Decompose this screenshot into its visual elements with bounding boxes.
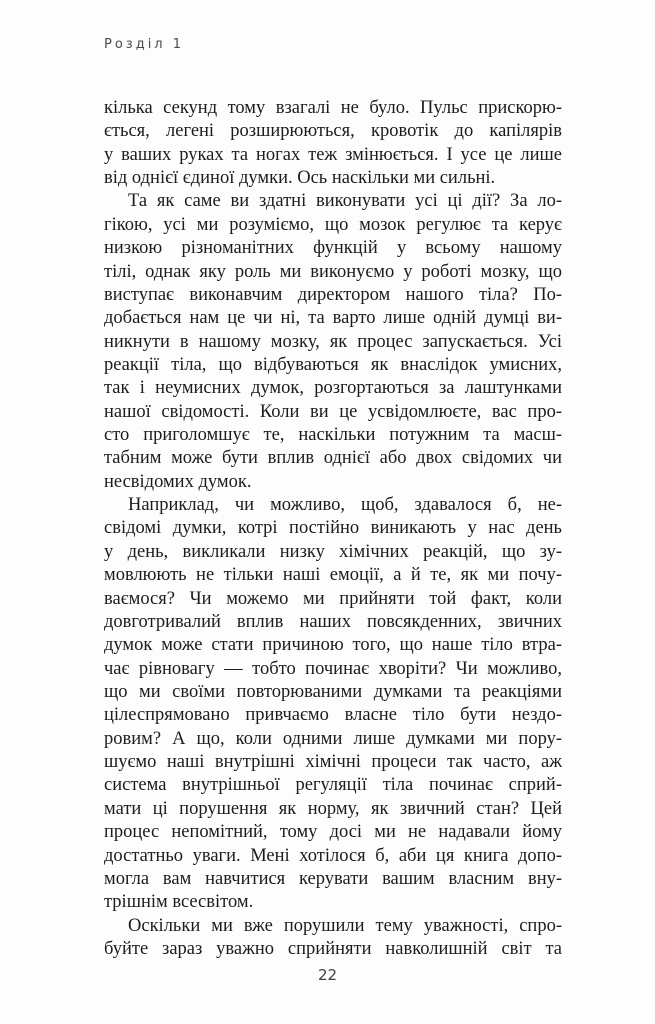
page-number: 22 [317, 966, 338, 984]
text-line: думок може стати причиною того, що наше тіло втра- [104, 635, 562, 656]
text-line: низкою різноманітних функцій у всьому нашому [104, 238, 562, 259]
text-line: Та як саме ви здатні виконувати усі ці дії? За ло- [128, 191, 562, 212]
text-line: від однієї єдиної думки. Ось наскільки ми сильні. [104, 168, 496, 189]
text-line: Оскільки ми вже порушили тему уважності, спро- [128, 915, 562, 936]
text-line: у ваших руках та ногах теж змінюється. І усе це лише [104, 144, 562, 165]
text-line: цілеспрямовано привчаємо власне тіло бути нездо- [104, 705, 562, 726]
text-line: що ми своїми повторюваними думками та реакціями [104, 681, 562, 702]
text-line: мати ці порушення як норму, як звичний стан? Цей [104, 798, 562, 819]
text-line: тілі, однак яку роль ми виконуємо у роботі мозку, що [104, 261, 562, 282]
body-text [104, 97, 562, 961]
text-line: добається нам це чи ні, та варто лише одній думці ви- [104, 308, 562, 329]
text-line: мовлюють не тільки наші емоції, а й те, як ми почу- [104, 565, 562, 586]
text-line: у день, викликали низку хімічних реакцій, що зу- [104, 541, 562, 562]
text-line: Наприклад, чи можливо, щоб, здавалося б, не- [128, 495, 562, 516]
text-line: гікою, усі ми розуміємо, що мозок регулює та керує [104, 214, 562, 235]
text-line: свідомі думки, котрі постійно виникають у нас день [104, 518, 562, 539]
chapter-header: Розділ 1 [104, 37, 185, 52]
text-line: так і неумисних думок, розгортаються за лаштунками [104, 378, 562, 399]
text-line: несвідомих думок. [104, 471, 252, 492]
text-line: сто приголомшує те, наскільки потужним та масш- [104, 425, 562, 446]
text-line: трішнім всесвітом. [104, 892, 254, 913]
text-line: кілька секунд тому взагалі не було. Пульс прискорю- [104, 98, 562, 118]
text-line: виступає виконавчим директором нашого тіла? По- [104, 284, 562, 305]
text-line: шуємо наші внутрішні хімічні процеси так часто, аж [104, 752, 562, 773]
text-line: никнути в нашому мозку, як процес запускається. Усі [104, 331, 562, 352]
text-line: ється, легені розширюються, кровотік до капілярів [104, 121, 562, 142]
text-line: чає рівновагу — тобто починає хворіти? Чи можливо, [104, 658, 562, 679]
text-line: ваємося? Чи можемо ми прийняти той факт, коли [104, 588, 562, 609]
text-line: реакції тіла, що відбуваються як внаслідок умисних, [104, 354, 562, 375]
text-line: достатньо уваги. Мені хотілося б, аби ця книга допо- [104, 845, 562, 866]
text-line: нашої свідомості. Коли ви це усвідомлюєте, вас про- [104, 401, 562, 422]
text-line: буйте зараз уважно сприйняти навколишній світ та [104, 938, 562, 959]
text-line: довготривалий вплив наших повсякденних, звичних [104, 611, 562, 632]
text-line: процес непомітний, тому досі ми не надавали йому [104, 822, 562, 843]
text-line: табним може бути вплив однієї або двох свідомих чи [104, 448, 562, 469]
text-line: система внутрішньої регуляції тіла починає сприй- [104, 775, 562, 796]
text-line: могла вам навчитися керувати вашим власним вну- [104, 868, 562, 889]
text-line: ровим? А що, коли одними лише думками ми пору- [104, 728, 562, 749]
